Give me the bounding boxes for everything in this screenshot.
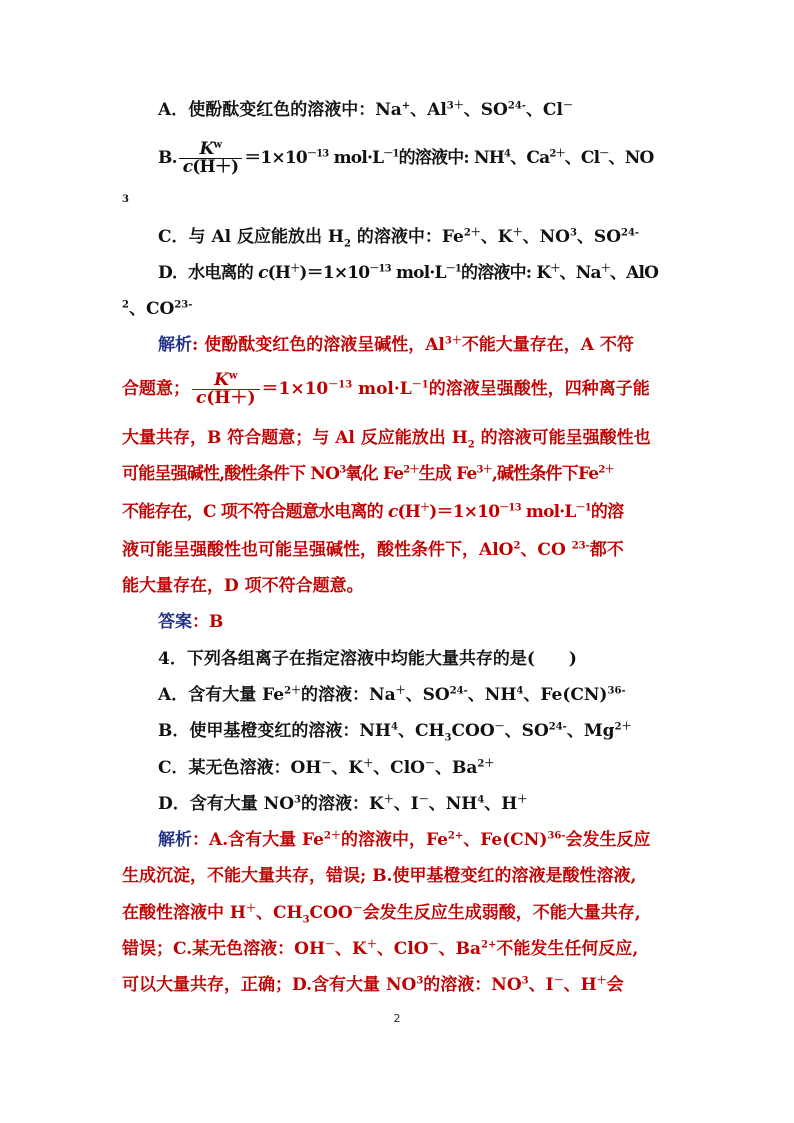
text: 的溶液中: NH [398, 148, 505, 168]
text: 、Mg [566, 721, 615, 741]
text: 、NH [467, 685, 517, 705]
text: 、ClO [376, 939, 429, 959]
text: 、Al [410, 100, 447, 120]
sup: 3 [569, 227, 577, 239]
sup: 24- [548, 721, 567, 733]
sup: ＋ [363, 758, 374, 770]
q3-analysis-line-6 [122, 532, 642, 568]
answer-value: ：B [192, 612, 224, 632]
sup: － [553, 975, 564, 987]
text: 、SO [463, 100, 508, 120]
text: 、Ca [510, 148, 550, 168]
text: mol·L [390, 263, 446, 283]
text: 、AlO [609, 263, 659, 283]
answer-label: 答案 [158, 612, 192, 632]
text: 会发生反应 [565, 830, 651, 850]
text: 会 [606, 975, 624, 995]
text: 可以大量共存，正确；D.含有大量 NO [122, 975, 417, 995]
sup: ＋ [383, 794, 394, 806]
sup: ＋ [245, 903, 256, 915]
text: COO [451, 721, 495, 741]
sup: 2 [122, 299, 129, 311]
text: 、K [331, 758, 364, 778]
text: 、NH [428, 794, 478, 814]
sup: ＋ [420, 502, 430, 514]
text: 、ClO [373, 758, 425, 778]
text: 的溶液中，Fe [340, 830, 448, 850]
q3-analysis-line-7 [122, 568, 642, 604]
sup: ＋ [290, 263, 300, 275]
sup: 3 [339, 464, 346, 476]
sup: 3＋ [476, 464, 492, 476]
text: 不能发生任何反应, [496, 939, 639, 959]
sup: －13 [306, 148, 329, 160]
text: )＝1×10 [429, 502, 500, 522]
text: C．与 Al 反应能放出 H [158, 227, 344, 247]
text: 合题意； [122, 379, 190, 399]
text: 、H [563, 975, 597, 995]
q4-analysis-line-2 [122, 858, 642, 894]
analysis-label: 解析 [158, 830, 192, 850]
text: 、Ba [438, 939, 481, 959]
q3-option-d-wrap [122, 291, 642, 327]
sup: ＋ [550, 263, 560, 275]
text: 可能呈强碱性,酸性条件下 NO [122, 464, 340, 484]
text: 的溶液中: K [461, 263, 551, 283]
sup: ＋ [366, 939, 377, 951]
sup: －13 [369, 263, 391, 275]
sup: － [562, 100, 573, 112]
text: 、CO [128, 299, 175, 319]
sup: ＋ [600, 263, 610, 275]
sup: －1 [575, 502, 591, 514]
sup: ＋ [517, 794, 528, 806]
sup: － [352, 903, 363, 915]
analysis-label: 解析 [158, 335, 192, 355]
text: 不能大量存在，A 不符 [461, 335, 634, 355]
sup: ＋ [395, 685, 406, 697]
text: 的溶液：NO [423, 975, 522, 995]
sup: － [599, 148, 609, 160]
sup: 3 [294, 794, 301, 806]
text: 的溶液：K [300, 794, 384, 814]
sup: 3＋ [444, 335, 462, 347]
sup: 36- [607, 685, 626, 697]
text: 都不 [589, 540, 624, 560]
text: 在酸性溶液中 H [122, 903, 246, 923]
q3-option-d [158, 255, 678, 291]
text: 、SO [504, 721, 549, 741]
text: 、CH [397, 721, 445, 741]
text: 、NO [608, 148, 654, 168]
sup: 23- [571, 540, 590, 552]
text: 氧化 Fe [345, 464, 404, 484]
text: A．使酚酞变红色的溶液中：Na [158, 100, 402, 120]
text: 错误；C.某无色溶液：OH [122, 939, 326, 959]
text: 、K [480, 227, 513, 247]
text: ＝1×10 [244, 148, 307, 168]
text: 4．下列各组离子在指定溶液中均能大量共存的是( ) [158, 649, 577, 669]
text: )＝1×10 [299, 263, 370, 283]
text: 、I [393, 794, 419, 814]
sup: ＋ [512, 227, 523, 239]
text: 、H [484, 794, 518, 814]
text: 会发生反应生成弱酸，不能大量共存, [362, 903, 641, 923]
sup: －13 [328, 379, 353, 391]
q3-analysis-line-2 [122, 365, 650, 413]
text: 、Ba [434, 758, 478, 778]
sup: 24- [449, 685, 468, 697]
text: 、Fe(CN) [523, 685, 608, 705]
sub: 2 [344, 238, 351, 250]
text: 的溶液可能呈强酸性也 [474, 428, 651, 448]
sup: － [325, 939, 336, 951]
text: 不能存在，C 项不符合题意水电离的 [122, 502, 388, 522]
sub: 3 [444, 732, 452, 744]
text: 大量共存，B 符合题意；与 Al 反应能放出 H [122, 428, 468, 448]
text: D．含有大量 NO [158, 794, 295, 814]
sup: 3 [521, 975, 529, 987]
text: 能大量存在，D 项不符合题意。 [122, 576, 364, 596]
sup: 24- [621, 227, 640, 239]
text: 、SO [576, 227, 622, 247]
sub: 3 [302, 914, 310, 926]
text: : 使酚酞变红色的溶液呈碱性，Al [192, 335, 445, 355]
text: 生成沉淀，不能大量共存，错误; B.使甲基橙变红的溶液是酸性溶液, [122, 866, 637, 886]
sup: － [418, 794, 429, 806]
q3-option-a [158, 92, 678, 128]
sup: 2＋ [477, 758, 495, 770]
wrap-mark: 3 [122, 194, 129, 205]
sup: 4 [504, 148, 511, 160]
text: B. [158, 148, 177, 168]
sup: 2＋ [549, 148, 565, 160]
text: 、CO [520, 540, 572, 560]
fraction: $\frac{K^w}{c(H+)}$ [179, 141, 243, 176]
text: mol·L [520, 502, 576, 522]
sup: 4 [390, 721, 398, 733]
q3-analysis-line-3 [122, 420, 651, 456]
q3-option-b [158, 138, 678, 178]
text: D．水电离的 [158, 263, 259, 283]
text: COO [309, 903, 353, 923]
text: c [387, 502, 398, 522]
text: C．某无色溶液：OH [158, 758, 322, 778]
sup: 2+ [447, 830, 464, 842]
sup: 2＋ [284, 685, 302, 697]
sup: 23- [174, 299, 193, 311]
q4-option-a [158, 677, 678, 713]
text: 的溶液中：Fe [350, 227, 464, 247]
q4-analysis-line-3 [122, 895, 642, 931]
sup: 3＋ [446, 100, 464, 112]
sup: －1 [411, 379, 429, 391]
sup: 2＋ [614, 721, 632, 733]
sup: 4 [516, 685, 524, 697]
sub: 2 [467, 439, 475, 451]
sup: 3 [416, 975, 424, 987]
q4-option-b [158, 713, 678, 749]
sup: － [428, 939, 439, 951]
q3-analysis-line-4 [122, 456, 642, 492]
sup: 4 [477, 794, 485, 806]
sup: 2＋ [403, 464, 419, 476]
text: 、Cl [564, 148, 600, 168]
sup: 2+ [481, 939, 497, 951]
q4-analysis-line-5 [122, 967, 642, 1003]
text: 的溶液呈强酸性，四种离子能 [428, 379, 650, 399]
text: ,碱性条件下Fe [491, 464, 599, 484]
text: c [258, 263, 268, 283]
q4-option-c [158, 750, 678, 786]
text: 、NO [522, 227, 570, 247]
text: ＝1×10 [261, 379, 329, 399]
text: (H [267, 263, 291, 283]
page-number: 2 [393, 1012, 401, 1025]
text: 、CH [255, 903, 303, 923]
sup: 2＋ [463, 227, 481, 239]
q4-option-d [158, 786, 678, 822]
q4-analysis-line-1 [158, 822, 678, 858]
q3-answer [158, 604, 678, 640]
text: 、Fe(CN) [463, 830, 548, 850]
text: 、Cl [525, 100, 563, 120]
text: 、Na [559, 263, 601, 283]
text: 、I [528, 975, 554, 995]
sup: 24- [507, 100, 526, 112]
text: 的溶 [590, 502, 624, 522]
text: 生成 Fe [418, 464, 477, 484]
text: mol·L [328, 148, 384, 168]
q4-stem [158, 641, 678, 677]
sup: － [321, 758, 332, 770]
text: mol·L [352, 379, 412, 399]
text: 液可能呈强酸性也可能呈强碱性，酸性条件下，AlO [122, 540, 514, 560]
text: B．使甲基橙变红的溶液：NH [158, 721, 391, 741]
sup: － [494, 721, 505, 733]
q3-analysis-line-1 [158, 327, 678, 363]
text: (H [397, 502, 421, 522]
text: ：A.含有大量 Fe [192, 830, 324, 850]
text: 、K [335, 939, 367, 959]
fraction: $\frac{K^w}{c(H+)}$ [192, 372, 260, 407]
sup: 36- [547, 830, 566, 842]
sup: － [424, 758, 435, 770]
sup: －1 [445, 263, 461, 275]
sup: 2 [513, 540, 521, 552]
text: 、SO [405, 685, 450, 705]
sup: －1 [383, 148, 399, 160]
text: A．含有大量 Fe [158, 685, 285, 705]
sup: 2＋ [323, 830, 341, 842]
sup: + [401, 100, 411, 112]
sup: 2＋ [598, 464, 614, 476]
q3-analysis-line-5 [122, 494, 642, 530]
text: 的溶液：Na [301, 685, 396, 705]
q4-analysis-line-4 [122, 931, 642, 967]
sup: ＋ [596, 975, 607, 987]
q3-option-c [158, 219, 678, 255]
sup: －13 [499, 502, 521, 514]
